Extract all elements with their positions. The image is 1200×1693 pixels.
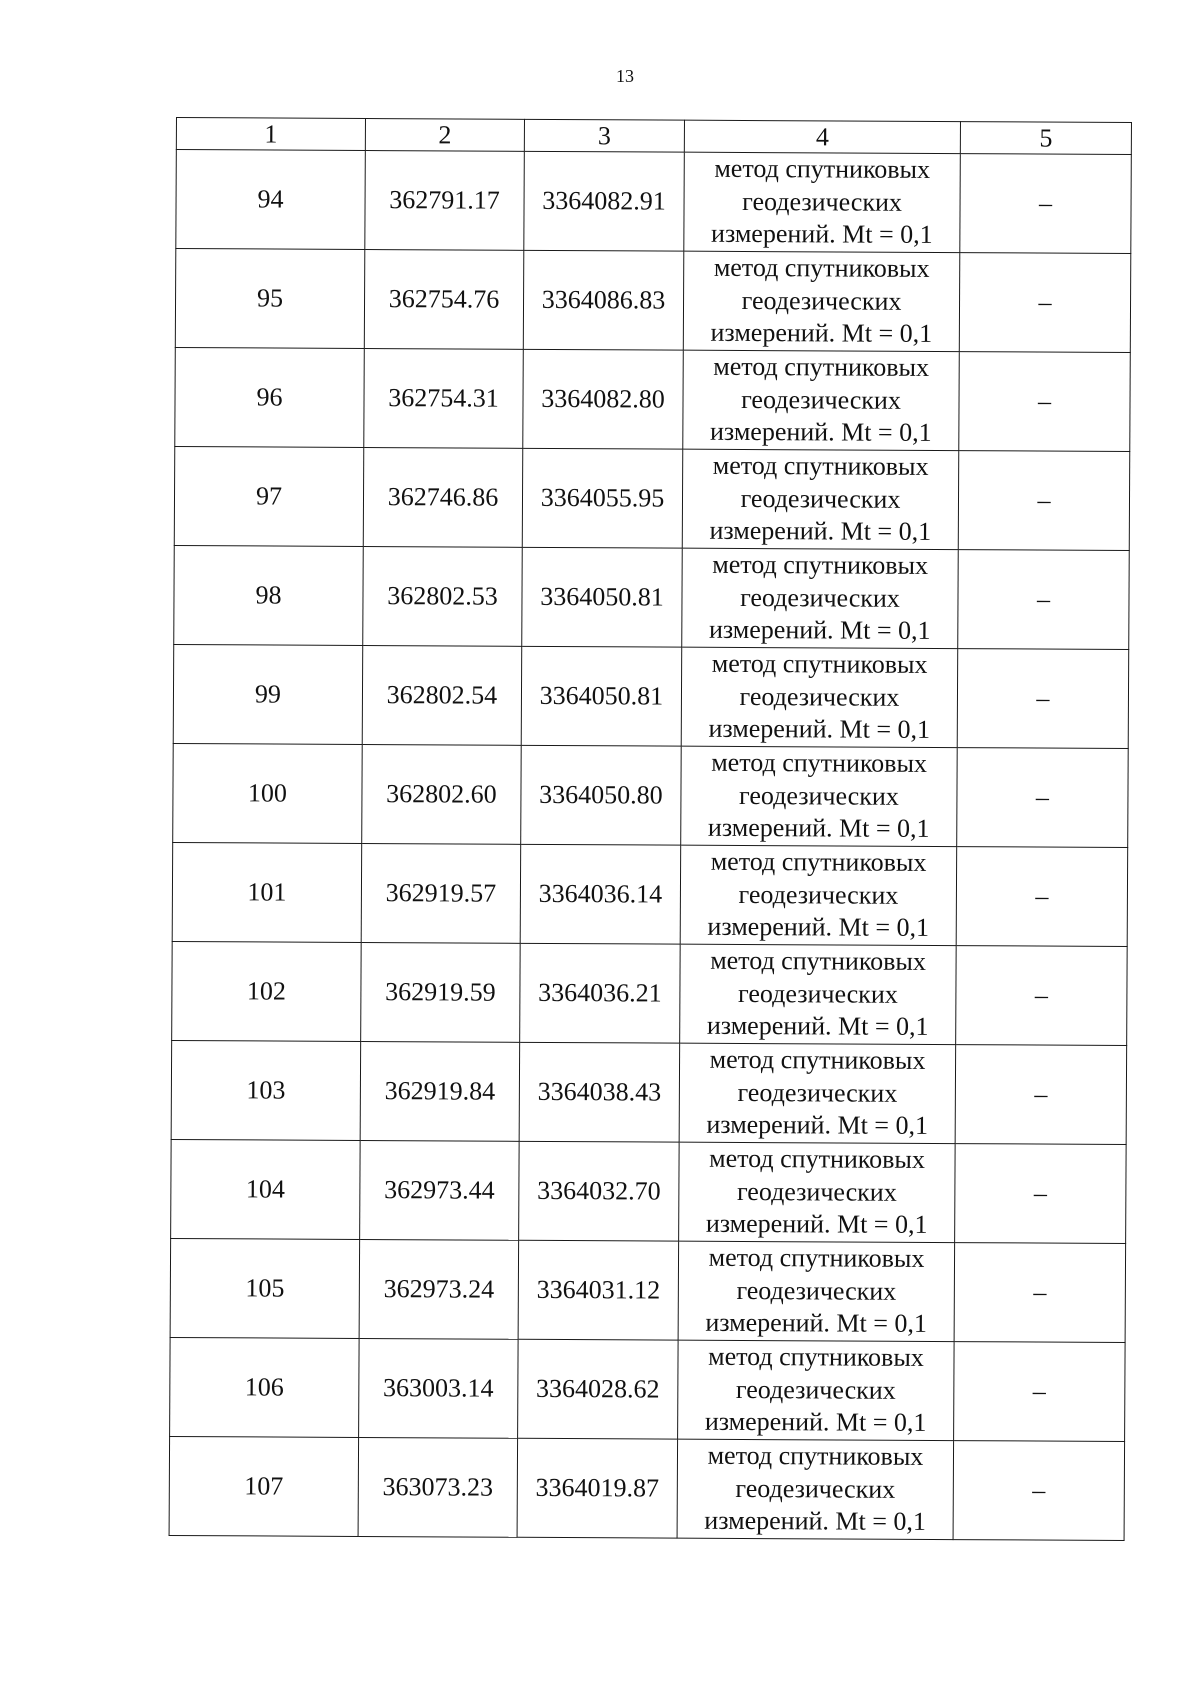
cell-x-coordinate: 362791.17 — [365, 150, 525, 250]
cell-y-coordinate: 3364082.91 — [524, 151, 685, 251]
table-row — [170, 1337, 1126, 1441]
cell-y-coordinate: 3364082.80 — [523, 349, 684, 449]
cell-point-number: 103 — [171, 1040, 361, 1140]
cell-note: – — [958, 451, 1130, 551]
cell-note: – — [954, 1342, 1126, 1442]
cell-method: метод спутниковых геодезических измерений. Mt = 0,1 — [680, 944, 957, 1044]
table-row — [171, 1040, 1127, 1144]
column-header-5: 5 — [960, 122, 1131, 155]
cell-point-number: 104 — [171, 1139, 361, 1239]
cell-x-coordinate: 362973.44 — [360, 1140, 520, 1240]
column-header-2: 2 — [365, 118, 524, 151]
cell-y-coordinate: 3364036.21 — [520, 943, 681, 1043]
cell-method: метод спутниковых геодезических измерений. Mt = 0,1 — [683, 350, 960, 450]
cell-note: – — [956, 847, 1128, 947]
cell-x-coordinate: 362754.76 — [364, 249, 524, 349]
cell-point-number: 98 — [174, 545, 364, 645]
page-number: 13 — [616, 66, 634, 86]
cell-method: метод спутниковых геодезических измерений. Mt = 0,1 — [679, 1142, 956, 1242]
table-row — [172, 941, 1128, 1045]
table-row — [175, 249, 1131, 353]
cell-point-number: 99 — [173, 644, 363, 744]
cell-method: метод спутниковых геодезических измерений. Mt = 0,1 — [679, 1043, 956, 1143]
cell-y-coordinate: 3364086.83 — [523, 250, 684, 350]
cell-y-coordinate: 3364050.80 — [521, 745, 682, 845]
cell-method: метод спутниковых геодезических измерений. Mt = 0,1 — [678, 1340, 955, 1440]
cell-point-number: 100 — [173, 743, 363, 843]
cell-note: – — [957, 649, 1129, 749]
cell-note: – — [953, 1441, 1125, 1541]
cell-note: – — [960, 154, 1132, 254]
cell-note: – — [959, 253, 1131, 353]
cell-point-number: 97 — [174, 446, 364, 546]
cell-y-coordinate: 3364028.62 — [518, 1339, 679, 1439]
cell-note: – — [957, 748, 1129, 848]
cell-point-number: 105 — [170, 1238, 360, 1338]
cell-method: метод спутниковых геодезических измерений. Mt = 0,1 — [681, 647, 958, 747]
cell-y-coordinate: 3364050.81 — [522, 547, 683, 647]
cell-x-coordinate: 362802.53 — [363, 546, 523, 646]
cell-x-coordinate: 362754.31 — [364, 348, 524, 448]
cell-y-coordinate: 3364019.87 — [517, 1438, 678, 1538]
cell-method: метод спутниковых геодезических измерений. Mt = 0,1 — [682, 449, 959, 549]
table-row — [169, 1436, 1125, 1540]
cell-y-coordinate: 3364055.95 — [522, 448, 683, 548]
cell-point-number: 95 — [175, 249, 365, 349]
cell-x-coordinate: 362919.84 — [360, 1041, 520, 1141]
cell-note: – — [955, 1144, 1127, 1244]
table-row — [173, 644, 1129, 748]
table-row — [172, 842, 1128, 946]
cell-y-coordinate: 3364032.70 — [519, 1141, 680, 1241]
cell-x-coordinate: 362802.54 — [362, 645, 522, 745]
coordinates-table — [169, 117, 1132, 1541]
cell-point-number: 94 — [176, 150, 366, 250]
cell-note: – — [955, 1045, 1127, 1145]
table-row — [171, 1139, 1127, 1243]
cell-y-coordinate: 3364038.43 — [519, 1042, 680, 1142]
cell-method: метод спутниковых геодезических измерений. Mt = 0,1 — [682, 548, 959, 648]
table-row — [174, 545, 1130, 649]
cell-note: – — [959, 352, 1131, 452]
cell-method: метод спутниковых геодезических измерений. Mt = 0,1 — [680, 845, 957, 945]
cell-point-number: 107 — [169, 1436, 359, 1536]
cell-x-coordinate: 362919.57 — [361, 843, 521, 943]
table-row — [170, 1238, 1126, 1342]
cell-method: метод спутниковых геодезических измерений. Mt = 0,1 — [677, 1439, 954, 1539]
column-header-3: 3 — [524, 119, 684, 152]
cell-x-coordinate: 362802.60 — [362, 744, 522, 844]
cell-y-coordinate: 3364031.12 — [518, 1240, 679, 1340]
column-header-1: 1 — [176, 118, 365, 151]
table-body — [169, 150, 1131, 1541]
table-header-row — [176, 118, 1131, 155]
cell-y-coordinate: 3364036.14 — [520, 844, 681, 944]
cell-note: – — [956, 946, 1128, 1046]
cell-method: метод спутниковых геодезических измерений. Mt = 0,1 — [681, 746, 958, 846]
cell-method: метод спутниковых геодезических измерений. Mt = 0,1 — [683, 251, 960, 351]
table-row — [174, 446, 1130, 550]
table-row — [176, 150, 1132, 254]
cell-point-number: 106 — [170, 1337, 360, 1437]
cell-x-coordinate: 363073.23 — [358, 1437, 518, 1537]
table-row — [175, 347, 1131, 451]
cell-x-coordinate: 363003.14 — [359, 1338, 519, 1438]
cell-method: метод спутниковых геодезических измерений. Mt = 0,1 — [684, 152, 961, 252]
cell-y-coordinate: 3364050.81 — [521, 646, 682, 746]
cell-point-number: 102 — [172, 941, 362, 1041]
cell-x-coordinate: 362746.86 — [363, 447, 523, 547]
cell-note: – — [954, 1243, 1126, 1343]
cell-method: метод спутниковых геодезических измерений. Mt = 0,1 — [678, 1241, 955, 1341]
cell-note: – — [958, 550, 1130, 650]
cell-x-coordinate: 362919.59 — [361, 942, 521, 1042]
cell-point-number: 96 — [175, 347, 365, 447]
cell-point-number: 101 — [172, 842, 362, 942]
column-header-4: 4 — [684, 120, 960, 153]
table-row — [173, 743, 1129, 847]
cell-x-coordinate: 362973.24 — [359, 1239, 519, 1339]
